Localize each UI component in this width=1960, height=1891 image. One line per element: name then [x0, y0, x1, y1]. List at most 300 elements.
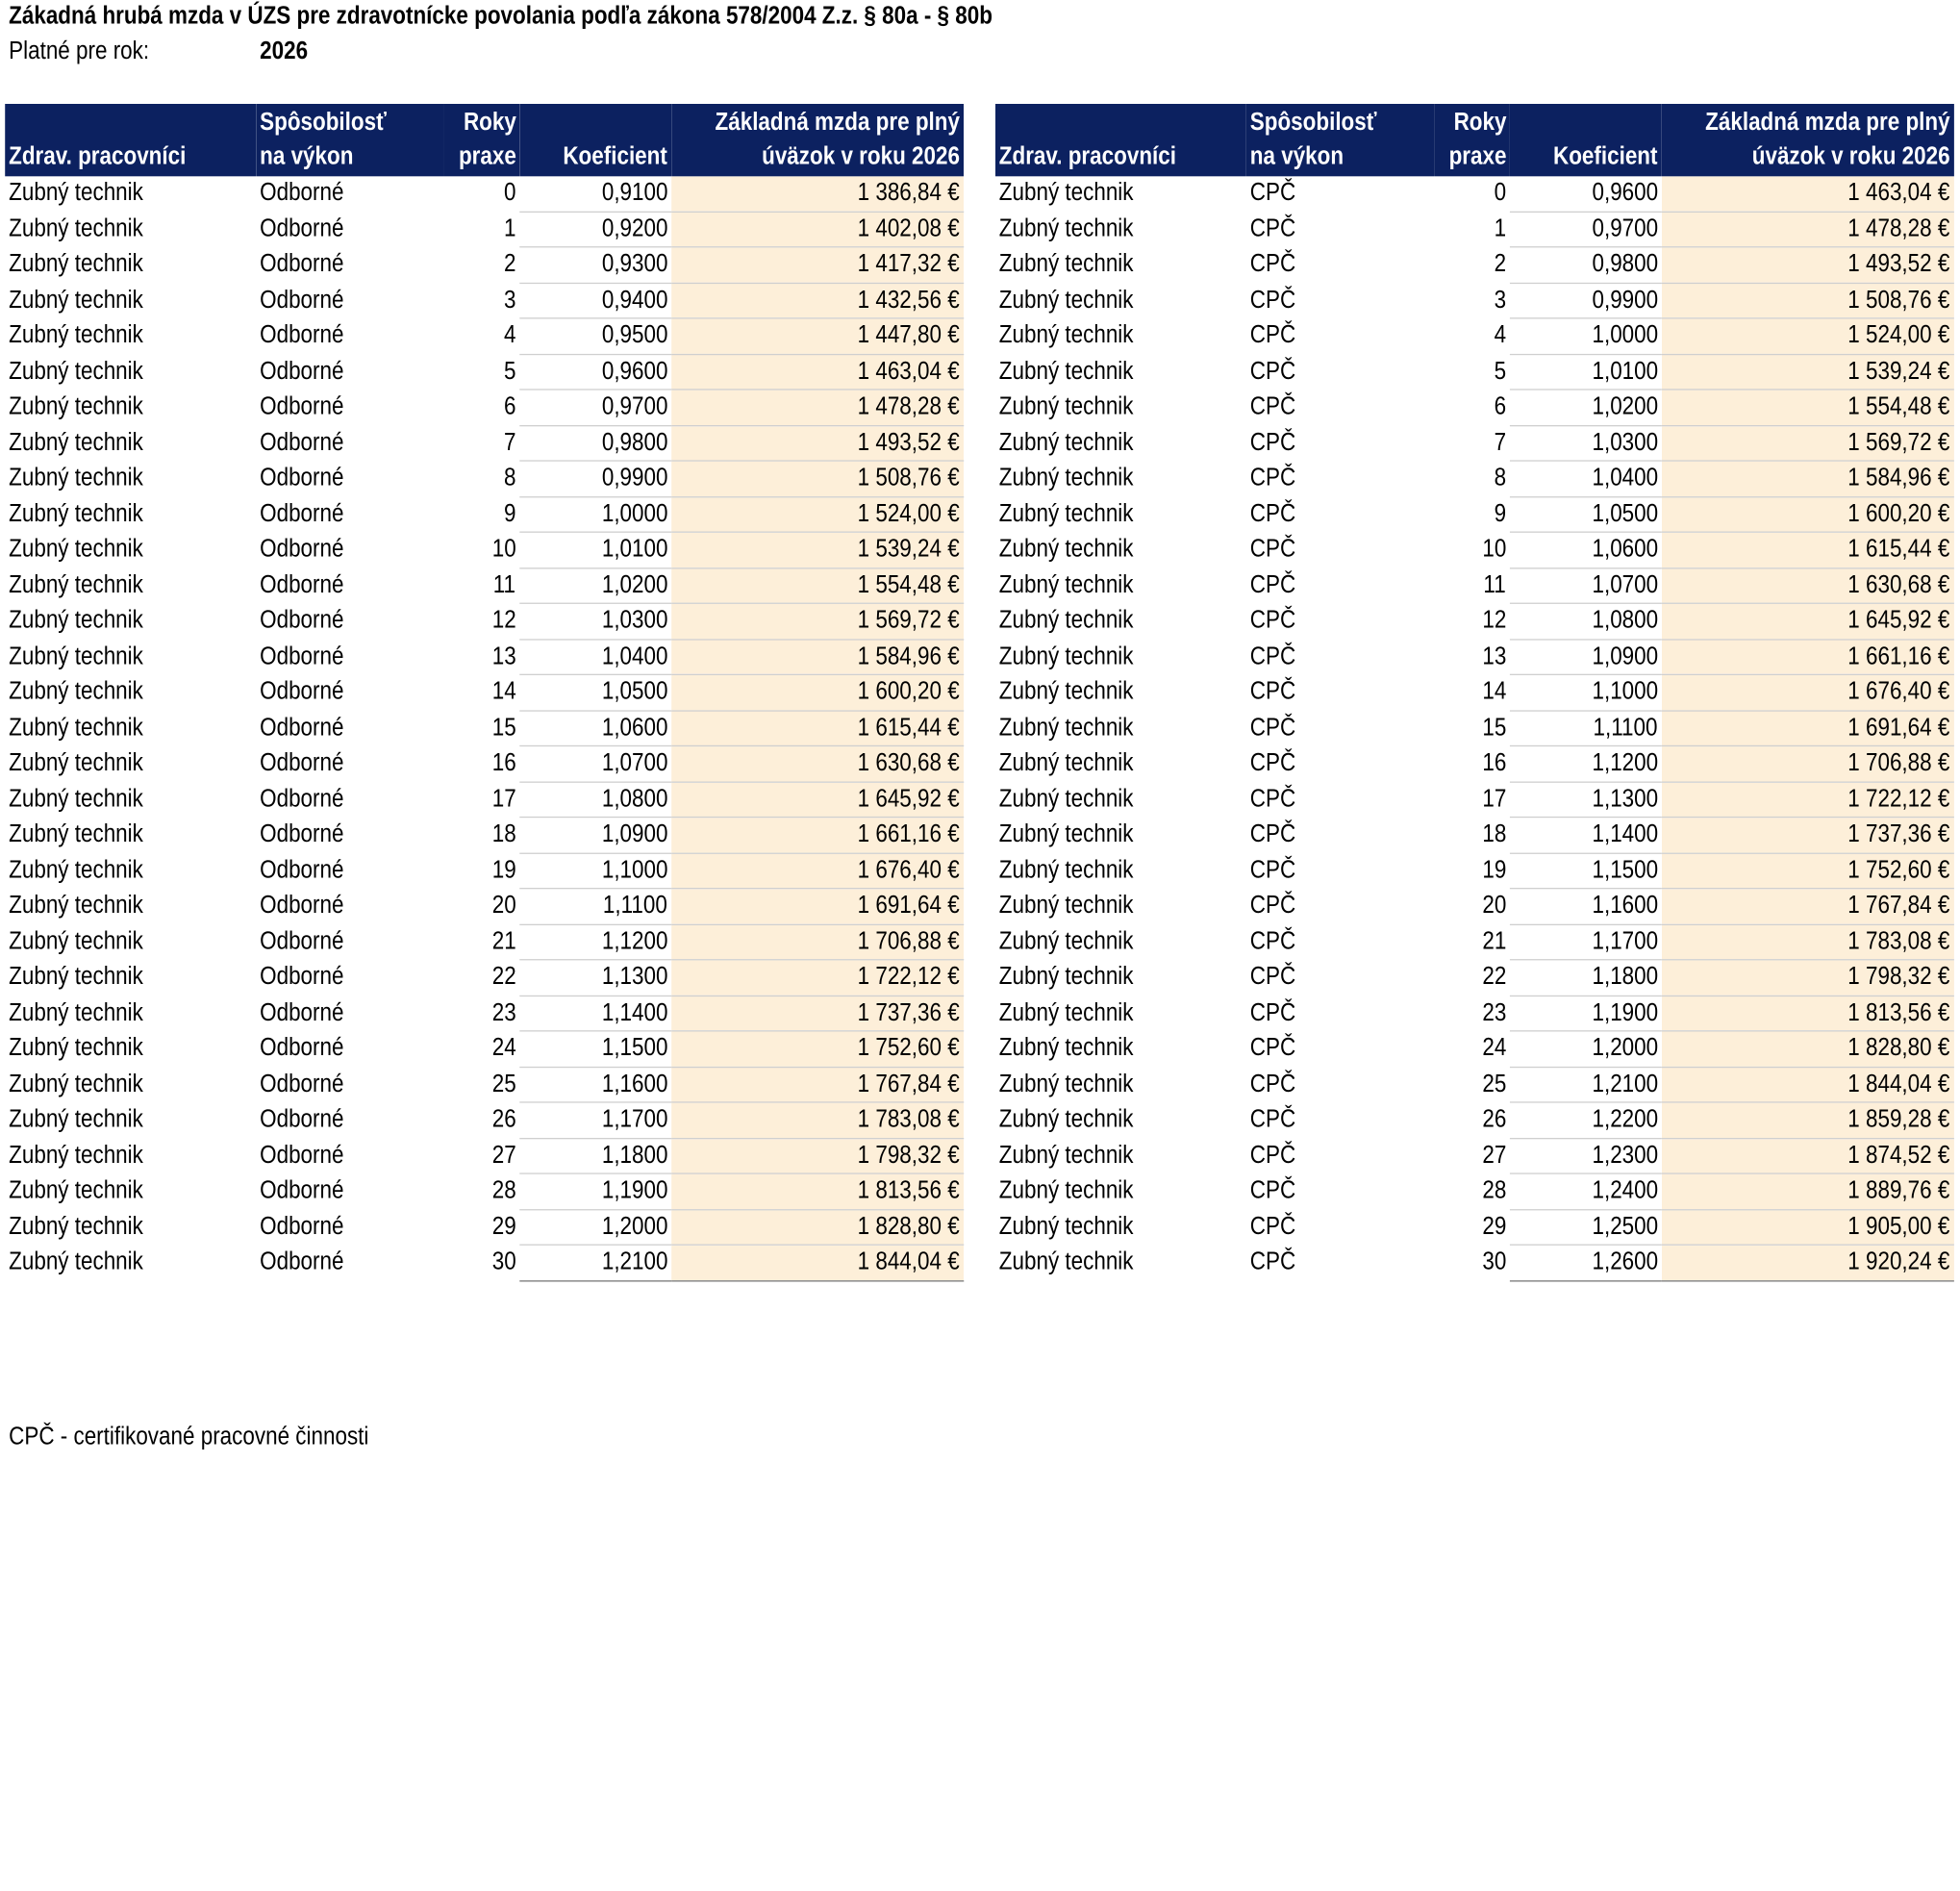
- table-row: [995, 1102, 1954, 1138]
- cell-wage-text: 1 813,56 €: [1847, 998, 1950, 1026]
- cell-coefficient: [519, 567, 671, 603]
- cell-coefficient-text: 1,2100: [1592, 1070, 1658, 1098]
- cell-worker: [5, 176, 256, 211]
- cell-wage-text: 1 798,32 €: [1847, 963, 1950, 991]
- header-years-line1: Roky: [463, 109, 516, 137]
- cell-coefficient: [519, 1245, 671, 1280]
- cell-coefficient: [519, 1138, 671, 1173]
- table-row: [995, 960, 1954, 996]
- cell-years: [1435, 745, 1510, 781]
- cell-years-text: 4: [503, 321, 516, 350]
- header-years-line2: praxe: [458, 142, 516, 170]
- cell-worker: [995, 1067, 1246, 1102]
- cell-wage: [1662, 1102, 1954, 1138]
- table-row: [995, 461, 1954, 496]
- cell-worker: [995, 532, 1246, 567]
- cell-coefficient-text: 1,0900: [601, 820, 668, 848]
- table-row: [995, 354, 1954, 390]
- cell-coefficient: [1510, 1067, 1662, 1102]
- cell-coefficient-text: 1,0100: [1592, 357, 1658, 386]
- table-row: [5, 283, 964, 318]
- cell-years-text: 18: [491, 820, 516, 848]
- cell-worker: [5, 782, 256, 818]
- cell-wage: [1662, 212, 1954, 247]
- cell-competence-text: Odborné: [260, 1176, 344, 1205]
- cell-years: [1435, 461, 1510, 496]
- cell-wage: [671, 782, 964, 818]
- cell-competence-text: CPČ: [1249, 1248, 1296, 1276]
- cell-years: [1435, 176, 1510, 211]
- cell-coefficient-text: 0,9500: [601, 321, 668, 350]
- cell-competence: [1246, 639, 1435, 674]
- cell-years: [444, 818, 519, 853]
- cell-wage: [1662, 1209, 1954, 1245]
- cell-wage-text: 1 691,64 €: [857, 892, 960, 920]
- cell-competence: [1246, 889, 1435, 924]
- cell-competence-text: Odborné: [260, 535, 344, 564]
- cell-years: [444, 853, 519, 889]
- cell-worker-text: Zubný technik: [998, 499, 1134, 528]
- cell-coefficient: [519, 354, 671, 390]
- cell-coefficient: [519, 710, 671, 745]
- cell-years: [1435, 567, 1510, 603]
- table-row: [995, 889, 1954, 924]
- cell-worker: [5, 567, 256, 603]
- cell-competence: [1246, 1067, 1435, 1102]
- cell-competence: [1246, 1245, 1435, 1280]
- cell-wage: [671, 283, 964, 318]
- cell-wage: [1662, 853, 1954, 889]
- header-competence: [256, 104, 444, 176]
- cell-worker-text: Zubný technik: [9, 1248, 143, 1276]
- cell-worker-text: Zubný technik: [998, 820, 1134, 848]
- cell-worker: [5, 1067, 256, 1102]
- cell-wage: [671, 425, 964, 461]
- cell-competence-text: Odborné: [260, 892, 344, 920]
- cell-wage-text: 1 706,88 €: [857, 927, 960, 955]
- cell-worker-text: Zubný technik: [998, 1248, 1134, 1276]
- cell-competence: [1246, 1031, 1435, 1067]
- cell-years: [1435, 960, 1510, 996]
- cell-coefficient-text: 0,9800: [1592, 250, 1658, 278]
- cell-competence: [256, 853, 444, 889]
- cell-coefficient: [1510, 1138, 1662, 1173]
- cell-years-text: 18: [1482, 820, 1506, 848]
- cell-years-text: 10: [1482, 535, 1506, 564]
- cell-wage-text: 1 478,28 €: [857, 392, 960, 421]
- cell-years: [1435, 425, 1510, 461]
- cell-years-text: 15: [491, 713, 516, 742]
- cell-coefficient-text: 0,9900: [1592, 286, 1658, 314]
- cell-years: [1435, 247, 1510, 283]
- cell-worker-text: Zubný technik: [9, 856, 143, 884]
- cell-years: [1435, 639, 1510, 674]
- cell-wage-text: 1 889,76 €: [1847, 1176, 1950, 1205]
- cell-competence: [1246, 853, 1435, 889]
- cell-worker: [5, 1173, 256, 1209]
- cell-competence-text: Odborné: [260, 927, 344, 955]
- table-row: [995, 1173, 1954, 1209]
- cell-worker: [5, 889, 256, 924]
- table-row: [995, 283, 1954, 318]
- cell-coefficient: [519, 390, 671, 425]
- header-years: [1435, 104, 1510, 176]
- cell-wage-text: 1 402,08 €: [857, 214, 960, 242]
- cell-competence: [1246, 425, 1435, 461]
- cell-years-text: 26: [491, 1105, 516, 1134]
- cell-competence-text: CPČ: [1249, 998, 1296, 1026]
- validity-year: 2026: [260, 38, 309, 65]
- cell-wage-text: 1 722,12 €: [857, 963, 960, 991]
- cell-coefficient: [519, 318, 671, 354]
- cell-wage-text: 1 539,24 €: [1847, 357, 1950, 386]
- cell-wage-text: 1 691,64 €: [1847, 713, 1950, 742]
- cell-wage-text: 1 539,24 €: [857, 535, 960, 564]
- cell-wage: [671, 247, 964, 283]
- cell-worker: [5, 318, 256, 354]
- cell-years: [444, 782, 519, 818]
- table-row: [5, 212, 964, 247]
- cell-competence-text: Odborné: [260, 713, 344, 742]
- table-row: [5, 1031, 964, 1067]
- cell-years-text: 8: [503, 464, 516, 492]
- cell-coefficient-text: 0,9700: [1592, 214, 1658, 242]
- cell-years-text: 26: [1482, 1105, 1506, 1134]
- cell-competence: [256, 390, 444, 425]
- cell-coefficient: [1510, 853, 1662, 889]
- cell-coefficient-text: 1,1200: [601, 927, 668, 955]
- cell-worker-text: Zubný technik: [998, 1105, 1134, 1134]
- cell-coefficient: [519, 853, 671, 889]
- cell-competence: [1246, 1209, 1435, 1245]
- cell-wage: [1662, 782, 1954, 818]
- cell-years-text: 2: [503, 250, 516, 278]
- cell-years: [444, 247, 519, 283]
- cell-worker-text: Zubný technik: [9, 499, 143, 528]
- cell-coefficient-text: 1,0500: [601, 677, 668, 706]
- cell-competence: [256, 1173, 444, 1209]
- header-wage: [671, 104, 964, 176]
- cell-coefficient-text: 0,9600: [601, 357, 668, 386]
- cell-coefficient-text: 0,9100: [601, 179, 668, 207]
- cell-coefficient: [1510, 960, 1662, 996]
- cell-wage-text: 1 615,44 €: [1847, 535, 1950, 564]
- cell-years-text: 16: [1482, 749, 1506, 777]
- table-row: [995, 1245, 1954, 1280]
- cell-years: [444, 390, 519, 425]
- cell-coefficient-text: 0,9700: [601, 392, 668, 421]
- cell-competence: [256, 461, 444, 496]
- cell-years-text: 8: [1494, 464, 1506, 492]
- cell-coefficient-text: 1,1700: [1592, 927, 1658, 955]
- cell-competence: [1246, 283, 1435, 318]
- cell-worker: [5, 1031, 256, 1067]
- cell-wage: [671, 996, 964, 1031]
- cell-worker: [995, 674, 1246, 710]
- cell-worker: [5, 1138, 256, 1173]
- table-row: [5, 960, 964, 996]
- cell-coefficient-text: 1,1900: [601, 1176, 668, 1205]
- cell-worker: [995, 818, 1246, 853]
- cell-worker-text: Zubný technik: [9, 535, 143, 564]
- cell-worker: [995, 318, 1246, 354]
- table-row: [995, 212, 1954, 247]
- table-row: [995, 674, 1954, 710]
- cell-worker: [5, 1245, 256, 1280]
- cell-coefficient-text: 1,0400: [1592, 464, 1658, 492]
- cell-wage-text: 1 859,28 €: [1847, 1105, 1950, 1134]
- cell-worker-text: Zubný technik: [998, 250, 1134, 278]
- cell-years-text: 17: [491, 785, 516, 813]
- cell-wage-text: 1 584,96 €: [857, 642, 960, 670]
- cell-wage: [1662, 567, 1954, 603]
- wage-table-odborne: [5, 104, 964, 1281]
- cell-years-text: 27: [1482, 1141, 1506, 1170]
- cell-years: [1435, 674, 1510, 710]
- cell-coefficient: [519, 176, 671, 211]
- cell-coefficient-text: 0,9900: [601, 464, 668, 492]
- header-wage-line1: Základná mzda pre plný: [715, 109, 960, 137]
- cell-years: [1435, 1209, 1510, 1245]
- cell-competence-text: CPČ: [1249, 570, 1296, 599]
- cell-wage: [1662, 674, 1954, 710]
- cell-wage-text: 1 874,52 €: [1847, 1141, 1950, 1170]
- cell-years: [444, 924, 519, 960]
- cell-coefficient-text: 1,0600: [601, 713, 668, 742]
- cell-years: [1435, 532, 1510, 567]
- cell-competence-text: CPČ: [1249, 250, 1296, 278]
- cell-worker-text: Zubný technik: [9, 927, 143, 955]
- cell-coefficient: [1510, 603, 1662, 639]
- cell-coefficient-text: 1,1700: [601, 1105, 668, 1134]
- cell-coefficient: [1510, 710, 1662, 745]
- cell-coefficient: [1510, 496, 1662, 532]
- cell-wage-text: 1 447,80 €: [857, 321, 960, 350]
- cell-coefficient: [519, 1102, 671, 1138]
- cell-competence-text: CPČ: [1249, 1034, 1296, 1063]
- cell-competence-text: CPČ: [1249, 392, 1296, 421]
- cell-competence: [1246, 318, 1435, 354]
- cell-worker-text: Zubný technik: [998, 642, 1134, 670]
- cell-worker-text: Zubný technik: [998, 357, 1134, 386]
- cell-competence: [256, 1067, 444, 1102]
- cell-competence-text: Odborné: [260, 321, 344, 350]
- cell-worker-text: Zubný technik: [9, 1070, 143, 1098]
- cell-years-text: 9: [1494, 499, 1506, 528]
- table-row: [995, 567, 1954, 603]
- cell-competence-text: Odborné: [260, 428, 344, 457]
- cell-competence-text: CPČ: [1249, 677, 1296, 706]
- cell-coefficient-text: 1,2500: [1592, 1212, 1658, 1241]
- cell-wage-text: 1 905,00 €: [1847, 1212, 1950, 1241]
- cell-worker: [995, 1102, 1246, 1138]
- cell-competence: [256, 674, 444, 710]
- cell-worker: [5, 996, 256, 1031]
- cell-competence-text: Odborné: [260, 1034, 344, 1063]
- cell-wage: [671, 710, 964, 745]
- table-row: [5, 889, 964, 924]
- cell-years-text: 22: [491, 963, 516, 991]
- table-row: [995, 782, 1954, 818]
- cell-coefficient: [519, 425, 671, 461]
- cell-coefficient: [1510, 567, 1662, 603]
- cell-coefficient-text: 1,1500: [601, 1034, 668, 1063]
- cell-worker: [995, 996, 1246, 1031]
- cell-competence-text: CPČ: [1249, 357, 1296, 386]
- cell-coefficient: [519, 1067, 671, 1102]
- cell-years: [1435, 1102, 1510, 1138]
- cell-worker: [995, 283, 1246, 318]
- cell-worker: [995, 390, 1246, 425]
- cell-worker: [5, 710, 256, 745]
- cell-competence-text: Odborné: [260, 464, 344, 492]
- cell-competence-text: Odborné: [260, 392, 344, 421]
- cell-years-text: 21: [1482, 927, 1506, 955]
- cell-wage: [1662, 639, 1954, 674]
- cell-years-text: 29: [491, 1212, 516, 1241]
- table-row: [995, 390, 1954, 425]
- cell-years-text: 25: [491, 1070, 516, 1098]
- cell-worker-text: Zubný technik: [9, 749, 143, 777]
- header-competence-line2: na výkon: [1249, 142, 1344, 170]
- cell-worker-text: Zubný technik: [9, 820, 143, 848]
- cell-competence: [256, 567, 444, 603]
- cell-worker-text: Zubný technik: [998, 179, 1134, 207]
- header-coefficient-text: Koeficient: [563, 142, 668, 170]
- cell-wage: [671, 674, 964, 710]
- cell-worker: [995, 639, 1246, 674]
- cell-competence: [1246, 960, 1435, 996]
- cell-wage-text: 1 737,36 €: [1847, 820, 1950, 848]
- cell-wage: [671, 1209, 964, 1245]
- cell-years: [1435, 782, 1510, 818]
- cell-competence-text: CPČ: [1249, 428, 1296, 457]
- cell-years: [444, 603, 519, 639]
- cell-worker: [5, 1209, 256, 1245]
- cell-coefficient-text: 1,0000: [1592, 321, 1658, 350]
- table-row: [995, 853, 1954, 889]
- cell-wage: [671, 603, 964, 639]
- cell-coefficient: [1510, 318, 1662, 354]
- cell-worker-text: Zubný technik: [9, 214, 143, 242]
- cell-coefficient: [519, 818, 671, 853]
- cell-competence-text: CPČ: [1249, 713, 1296, 742]
- cell-coefficient: [519, 996, 671, 1031]
- cell-competence-text: CPČ: [1249, 214, 1296, 242]
- cell-coefficient: [1510, 1031, 1662, 1067]
- cell-wage-text: 1 554,48 €: [857, 570, 960, 599]
- cell-wage-text: 1 661,16 €: [1847, 642, 1950, 670]
- cell-coefficient: [519, 532, 671, 567]
- cell-years-text: 23: [491, 998, 516, 1026]
- cell-coefficient-text: 1,1300: [1592, 785, 1658, 813]
- cell-wage: [1662, 461, 1954, 496]
- cell-competence: [256, 603, 444, 639]
- cell-years: [444, 1102, 519, 1138]
- cell-years: [444, 318, 519, 354]
- cell-worker-text: Zubný technik: [9, 357, 143, 386]
- cell-competence: [256, 318, 444, 354]
- cell-years: [1435, 354, 1510, 390]
- cell-wage-text: 1 615,44 €: [857, 713, 960, 742]
- cell-worker-text: Zubný technik: [9, 1105, 143, 1134]
- cell-coefficient-text: 1,2400: [1592, 1176, 1658, 1205]
- cell-worker-text: Zubný technik: [998, 1212, 1134, 1241]
- table-row: [995, 996, 1954, 1031]
- header-wage-line2: úväzok v roku 2026: [1751, 142, 1950, 170]
- cell-worker: [5, 853, 256, 889]
- cell-worker-text: Zubný technik: [998, 428, 1134, 457]
- header-coefficient: [1510, 104, 1662, 176]
- cell-years-text: 7: [503, 428, 516, 457]
- cell-worker-text: Zubný technik: [9, 1176, 143, 1205]
- cell-coefficient-text: 1,1400: [1592, 820, 1658, 848]
- cell-wage-text: 1 432,56 €: [857, 286, 960, 314]
- cell-years-text: 12: [491, 606, 516, 635]
- cell-competence: [256, 889, 444, 924]
- cell-coefficient-text: 1,0900: [1592, 642, 1658, 670]
- cell-competence-text: CPČ: [1249, 749, 1296, 777]
- cell-years-text: 14: [491, 677, 516, 706]
- cell-years-text: 21: [491, 927, 516, 955]
- cell-wage: [1662, 283, 1954, 318]
- cell-competence: [1246, 782, 1435, 818]
- table-row: [995, 603, 1954, 639]
- cell-worker-text: Zubný technik: [9, 642, 143, 670]
- cell-coefficient-text: 1,2100: [601, 1248, 668, 1276]
- cell-years-text: 4: [1494, 321, 1506, 350]
- cell-competence: [1246, 710, 1435, 745]
- cell-wage-text: 1 844,04 €: [857, 1248, 960, 1276]
- cell-worker: [995, 1209, 1246, 1245]
- cell-years: [1435, 1173, 1510, 1209]
- cell-wage-text: 1 493,52 €: [857, 428, 960, 457]
- cell-competence-text: CPČ: [1249, 1141, 1296, 1170]
- cell-years: [444, 354, 519, 390]
- cell-coefficient: [1510, 674, 1662, 710]
- cell-competence-text: Odborné: [260, 357, 344, 386]
- cell-coefficient-text: 1,1800: [601, 1141, 668, 1170]
- table-row: [5, 176, 964, 211]
- cell-wage: [671, 639, 964, 674]
- cell-competence-text: CPČ: [1249, 321, 1296, 350]
- cell-years-text: 29: [1482, 1212, 1506, 1241]
- cell-coefficient-text: 1,1800: [1592, 963, 1658, 991]
- cell-wage-text: 1 645,92 €: [1847, 606, 1950, 635]
- cell-competence: [256, 1209, 444, 1245]
- cell-coefficient: [519, 603, 671, 639]
- cell-years-text: 13: [491, 642, 516, 670]
- cell-coefficient-text: 1,1600: [1592, 892, 1658, 920]
- cell-worker-text: Zubný technik: [9, 286, 143, 314]
- cell-worker: [5, 745, 256, 781]
- table-row: [5, 745, 964, 781]
- table-row: [5, 639, 964, 674]
- table-row: [995, 247, 1954, 283]
- cell-coefficient-text: 1,0500: [1592, 499, 1658, 528]
- header-worker: [995, 104, 1246, 176]
- cell-wage-text: 1 630,68 €: [857, 749, 960, 777]
- cell-competence-text: CPČ: [1249, 927, 1296, 955]
- table-row: [995, 425, 1954, 461]
- cell-years: [444, 1138, 519, 1173]
- cell-worker: [5, 496, 256, 532]
- cell-years: [444, 674, 519, 710]
- cell-worker-text: Zubný technik: [998, 856, 1134, 884]
- cell-years-text: 5: [1494, 357, 1506, 386]
- cell-competence-text: CPČ: [1249, 535, 1296, 564]
- table-row: [5, 1138, 964, 1173]
